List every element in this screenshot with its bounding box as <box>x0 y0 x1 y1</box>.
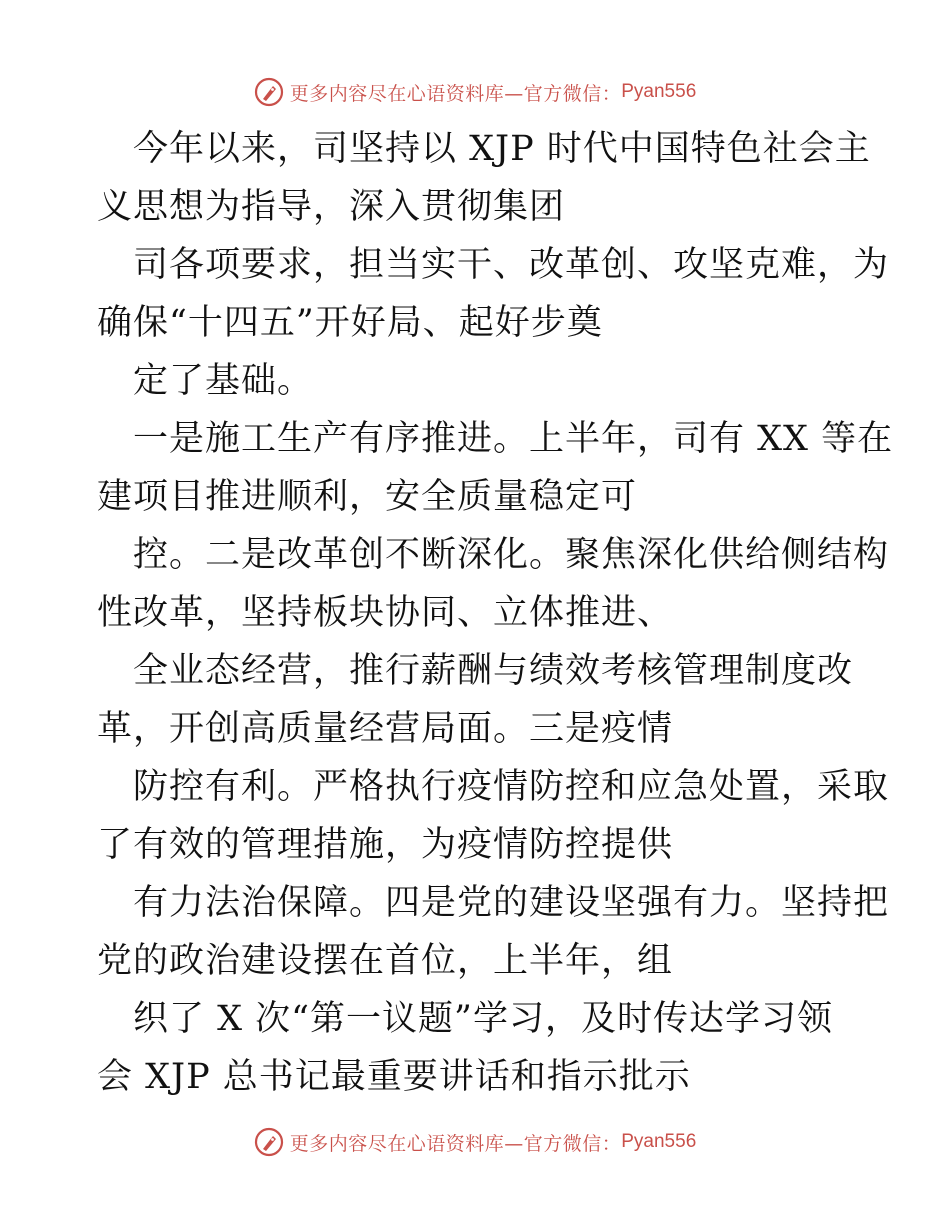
watermark-handle: Pyan556 <box>621 1131 697 1152</box>
paragraph-line: 确保“十四五”开好局、起好步奠 <box>97 303 603 343</box>
paragraph-line: 会 XJP 总书记最重要讲话和指示批示 <box>97 1057 691 1097</box>
paragraph-line: 一是施工生产有序推进。上半年，司有 XX 等在 <box>133 419 894 459</box>
paragraph-line: 防控有利。严格执行疫情防控和应急处置，采取 <box>133 767 890 807</box>
pen-nib-logo-icon <box>254 77 284 107</box>
paragraph-line: 了有效的管理措施，为疫情防控提供 <box>97 825 674 865</box>
paragraph-line: 全业态经营，推行薪酬与绩效考核管理制度改 <box>133 651 854 691</box>
paragraph-line: 控。二是改革创不断深化。聚焦深化供给侧结构 <box>133 535 890 575</box>
header-watermark <box>0 72 950 112</box>
paragraph-line: 织了 X 次“第一议题”学习，及时传达学习领 <box>133 999 833 1039</box>
paragraph-line: 有力法治保障。四是党的建设坚强有力。坚持把 <box>133 883 890 923</box>
watermark-text: 更多内容尽在心语资料库—官方微信： <box>289 82 622 105</box>
pen-nib-logo-icon <box>254 1127 284 1157</box>
paragraph-line: 定了基础。 <box>133 361 314 401</box>
paragraph-line: 党的政治建设摆在首位，上半年，组 <box>97 941 674 981</box>
paragraph-line: 革，开创高质量经营局面。三是疫情 <box>97 709 674 749</box>
paragraph-line: 性改革，坚持板块协同、立体推进、 <box>97 593 674 633</box>
paragraph-line: 司各项要求，担当实干、改革创、攻坚克难，为 <box>133 245 890 285</box>
footer-watermark <box>0 1122 950 1162</box>
paragraph-line: 义思想为指导，深入贯彻集团 <box>97 187 566 227</box>
watermark-handle: Pyan556 <box>621 81 697 102</box>
watermark-text: 更多内容尽在心语资料库—官方微信： <box>289 1132 622 1155</box>
paragraph-line: 建项目推进顺利，安全质量稳定可 <box>97 477 638 517</box>
paragraph-line: 今年以来，司坚持以 XJP 时代中国特色社会主 <box>133 129 871 169</box>
